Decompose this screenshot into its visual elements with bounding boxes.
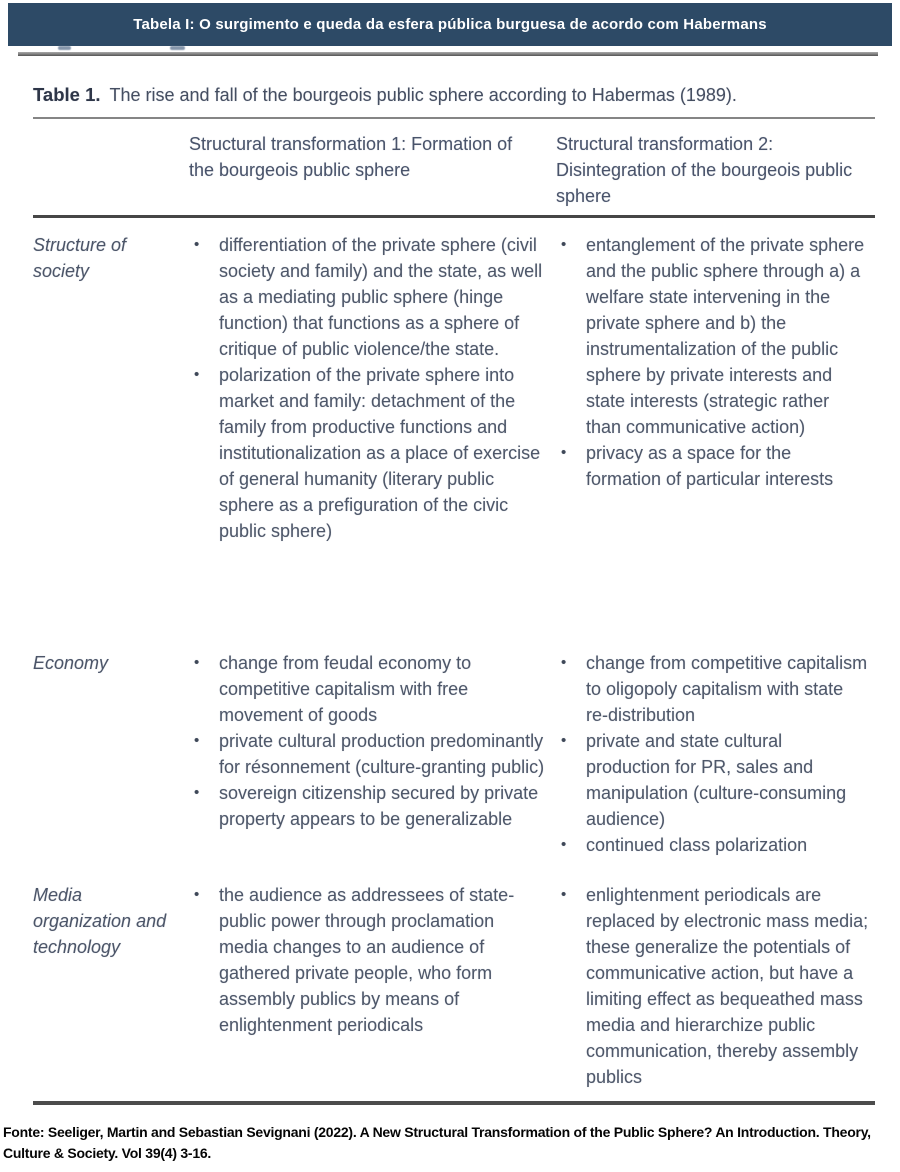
bullet-text: the audience as addressees of state-public power through proclamation media changes to an audience of gathered private people, who form assembly publics by means of enlightenment periodicals — [219, 885, 515, 1035]
bullet-icon: • — [194, 654, 200, 671]
bullet-icon: • — [561, 836, 567, 853]
bullet-icon: • — [561, 654, 567, 671]
row-label-structure-of-society: Structure of society — [33, 235, 127, 281]
bullet-item — [556, 440, 869, 492]
scan-artifact — [170, 46, 185, 50]
bullet-icon: • — [194, 732, 200, 749]
bullet-icon: • — [194, 366, 200, 383]
source-citation: Fonte: Seeliger, Martin and Sebastian Sevignani (2022). A New Structural Transformation of the Public Sphere? An Introduction. Theory, Culture & Society. Vol 39(4) 3-16. — [3, 1124, 871, 1161]
column-header-transformation-2: Structural transformation 2: Disintegration of the bourgeois public sphere — [556, 134, 853, 206]
bullet-text: private and state cultural production for PR, sales and manipulation (culture-consuming audience) — [586, 731, 847, 829]
rule-top — [18, 52, 878, 56]
bullet-text: privacy as a space for the formation of particular interests — [586, 443, 834, 489]
bullet-text: entanglement of the private sphere and the public sphere through a) a welfare state intervening in the private sphere and b) the instrumentalization of the public sphere by private interests and state interests (strategic rather than communicative action) — [586, 235, 865, 437]
banner-title: Tabela I: O surgimento e queda da esfera pública burguesa de acordo com Habermans — [133, 16, 767, 33]
bullet-text: sovereign citizenship secured by private property appears to be generalizable — [219, 783, 539, 829]
bullet-item — [556, 232, 869, 440]
table-body — [33, 227, 875, 1101]
bullet-item — [189, 728, 546, 780]
bullet-item — [189, 362, 546, 544]
bullet-text: differentiation of the private sphere (civil society and family) and the state, as well as a mediating public sphere (hinge function) that functions as a sphere of critique of public violence/the state. — [219, 235, 543, 359]
bullet-icon: • — [194, 886, 200, 903]
bullet-item — [556, 882, 869, 1090]
bullet-icon: • — [561, 444, 567, 461]
bullet-text: enlightenment periodicals are replaced by electronic mass media; these generalize the potentials of communicative action, but have a limiting effect as bequeathed mass media and hierarchize public communication, thereby assembly publics — [586, 885, 869, 1087]
table-row — [33, 227, 875, 645]
bullet-text: change from feudal economy to competitive capitalism with free movement of goods — [219, 653, 472, 725]
bullet-item — [189, 650, 546, 728]
table-row — [33, 877, 875, 1101]
rule-bottom — [33, 1101, 875, 1105]
bullet-icon: • — [194, 784, 200, 801]
table-caption-text: The rise and fall of the bourgeois public sphere according to Habermas (1989). — [109, 85, 737, 105]
bullet-item — [189, 882, 546, 1038]
rule-under-header — [33, 215, 875, 218]
bullet-item — [556, 650, 869, 728]
bullet-item — [556, 832, 869, 858]
bullet-list — [185, 882, 552, 1038]
bullet-icon: • — [561, 236, 567, 253]
bullet-item — [189, 232, 546, 362]
table-header-row — [33, 131, 875, 209]
banner — [8, 3, 892, 46]
row-label-media-organization: Media organization and technology — [33, 885, 167, 957]
bullet-item — [556, 728, 869, 832]
bullet-text: continued class polarization — [586, 835, 808, 855]
bullet-list — [552, 232, 875, 492]
bullet-icon: • — [561, 886, 567, 903]
bullet-list — [185, 232, 552, 544]
table-row — [33, 645, 875, 877]
table-caption-label: Table 1. — [33, 84, 101, 105]
bullet-text: private cultural production predominantly for résonnement (culture-granting public) — [219, 731, 545, 777]
bullet-icon: • — [194, 236, 200, 253]
bullet-text: polarization of the private sphere into market and family: detachment of the family from productive functions and institutionalization as a place of exercise of general humanity (literary public sphere as a prefiguration of the civic public sphere) — [219, 365, 541, 541]
rule-under-caption — [33, 117, 875, 119]
scan-artifact — [58, 46, 71, 50]
bullet-icon: • — [561, 732, 567, 749]
bullet-list — [552, 882, 875, 1090]
table-caption — [33, 84, 875, 106]
bullet-list — [185, 650, 552, 832]
bullet-item — [189, 780, 546, 832]
row-label-economy: Economy — [33, 653, 109, 673]
header-spacer — [33, 131, 185, 209]
bullet-list — [552, 650, 875, 858]
bullet-text: change from competitive capitalism to oligopoly capitalism with state re-distribution — [586, 653, 868, 725]
column-header-transformation-1: Structural transformation 1: Formation of the bourgeois public sphere — [189, 134, 513, 180]
